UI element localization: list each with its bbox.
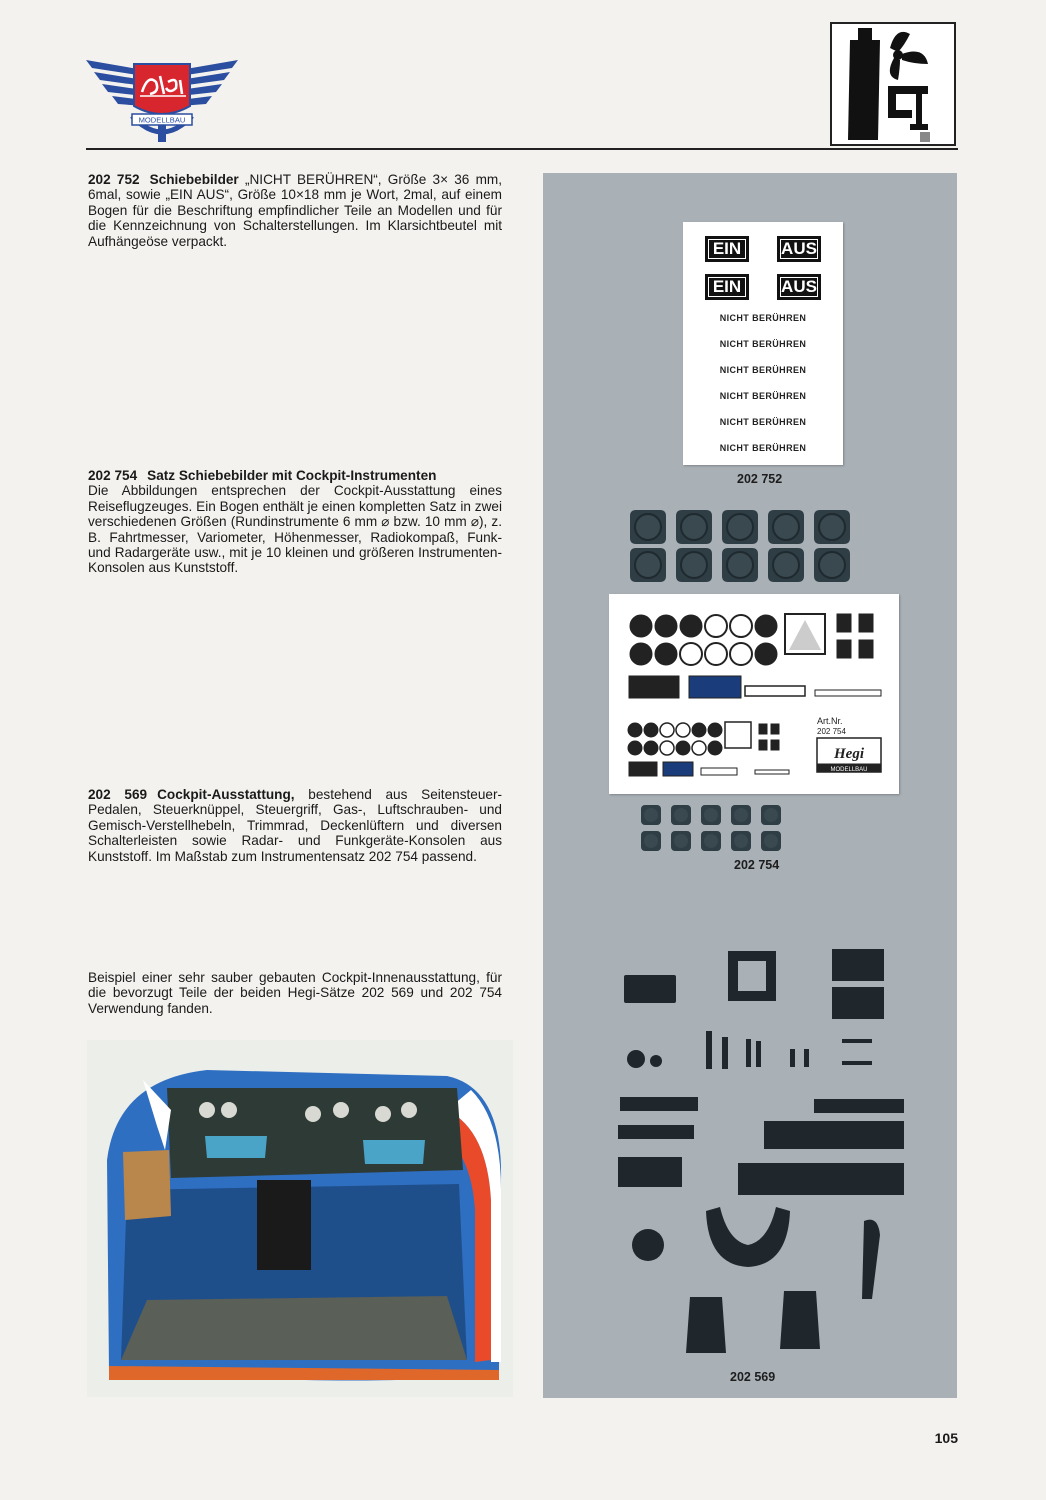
- warning-decal: NICHT BERÜHREN: [719, 417, 807, 427]
- page-number: 105: [934, 1430, 958, 1446]
- product-description: „NICHT BERÜHREN“, Größe 3× 36 mm, 6mal, sowie „EIN AUS“, Größe 10×18 mm je Wort, 2mal, auf einem Bogen für die Beschriftung empfindlicher Teile an Modellen und für die Kennzeichnung von Schalterstellungen. Im Klarsichtbeutel mit Aufhängeöse verpackt.: [88, 172, 502, 249]
- instrument-decal-sheet-202754: [609, 594, 899, 794]
- hegi-modellbau-logo: [86, 56, 238, 148]
- product-title: Schiebebilder: [149, 172, 239, 187]
- product-202752-text: [88, 172, 502, 249]
- instrument-decals: [609, 594, 899, 794]
- ein-decal: EIN: [705, 274, 749, 300]
- aus-decal: AUS: [777, 274, 821, 300]
- article-number: 202 752: [88, 172, 140, 187]
- product-description: Die Abbildungen entsprechen der Cockpit-Ausstattung eines Reiseflugzeuges. Ein Bogen enthält je einen kompletten Satz in zwei verschiedenen Größen (Rundinstrumente 6 mm ⌀ bzw. 10 mm ⌀), z. B. Fahrtmesser, Variometer, Höhenmesser, Radiokompaß, Funk- und Radargeräte usw., mit je 10 kleinen und größeren Instrumenten-Konsolen aus Kunststoff.: [88, 483, 502, 576]
- article-number: 202 754: [88, 468, 138, 483]
- product-202754-text: [88, 468, 502, 576]
- caption-202569: 202 569: [730, 1370, 776, 1384]
- tube-propeller-clamp-icon: [830, 22, 956, 146]
- art-number: 202 754: [817, 727, 846, 736]
- large-instrument-consoles: [628, 506, 858, 586]
- warning-decal: NICHT BERÜHREN: [719, 339, 807, 349]
- decal-sheet-202752: [683, 222, 843, 465]
- caption-202752: 202 752: [737, 472, 783, 486]
- sheet-brand: Hegi: [834, 746, 864, 762]
- header-rule: [86, 148, 958, 150]
- sheet-brand-sub: MODELLBAU: [830, 767, 868, 773]
- warning-decal: NICHT BERÜHREN: [719, 443, 807, 453]
- article-number: 202 569: [88, 787, 148, 802]
- product-description: bestehend aus Seitensteuer-Pedalen, Steuerknüppel, Steuergriff, Gas-, Luftschrauben- und Gemisch-Verstellhebeln, Trimmrad, Deckenlüftern und diversen Schalterleisten sowie Radar- und Funkgeräte-Konsolen aus Kunststoff. Im Maßstab zum Instrumentensatz 202 754 passend.: [88, 787, 502, 864]
- cockpit-interior-photo: [87, 1040, 513, 1397]
- warning-decal: NICHT BERÜHREN: [719, 365, 807, 375]
- product-title: Satz Schiebebilder mit Cockpit-Instrumenten: [147, 468, 437, 483]
- ein-decal: EIN: [705, 236, 749, 262]
- tool-pictogram: [832, 24, 954, 144]
- example-text: Beispiel einer sehr sauber gebauten Cockpit-Innenausstattung, für die bevorzugt Teile der beiden Hegi-Sätze 202 569 und 202 754 Verwendung fanden.: [88, 970, 502, 1016]
- small-instrument-consoles: [640, 802, 790, 854]
- cockpit-parts-set: [610, 945, 910, 1365]
- caption-202754: 202 754: [734, 858, 780, 872]
- product-title: Cockpit-Ausstattung,: [157, 787, 295, 802]
- art-label: Art.Nr.: [817, 716, 843, 726]
- warning-decal: NICHT BERÜHREN: [719, 313, 807, 323]
- product-202569-text: [88, 787, 502, 864]
- logo-subtitle: MODELLBAU: [138, 115, 186, 125]
- warning-decal: NICHT BERÜHREN: [719, 391, 807, 401]
- aus-decal: AUS: [777, 236, 821, 262]
